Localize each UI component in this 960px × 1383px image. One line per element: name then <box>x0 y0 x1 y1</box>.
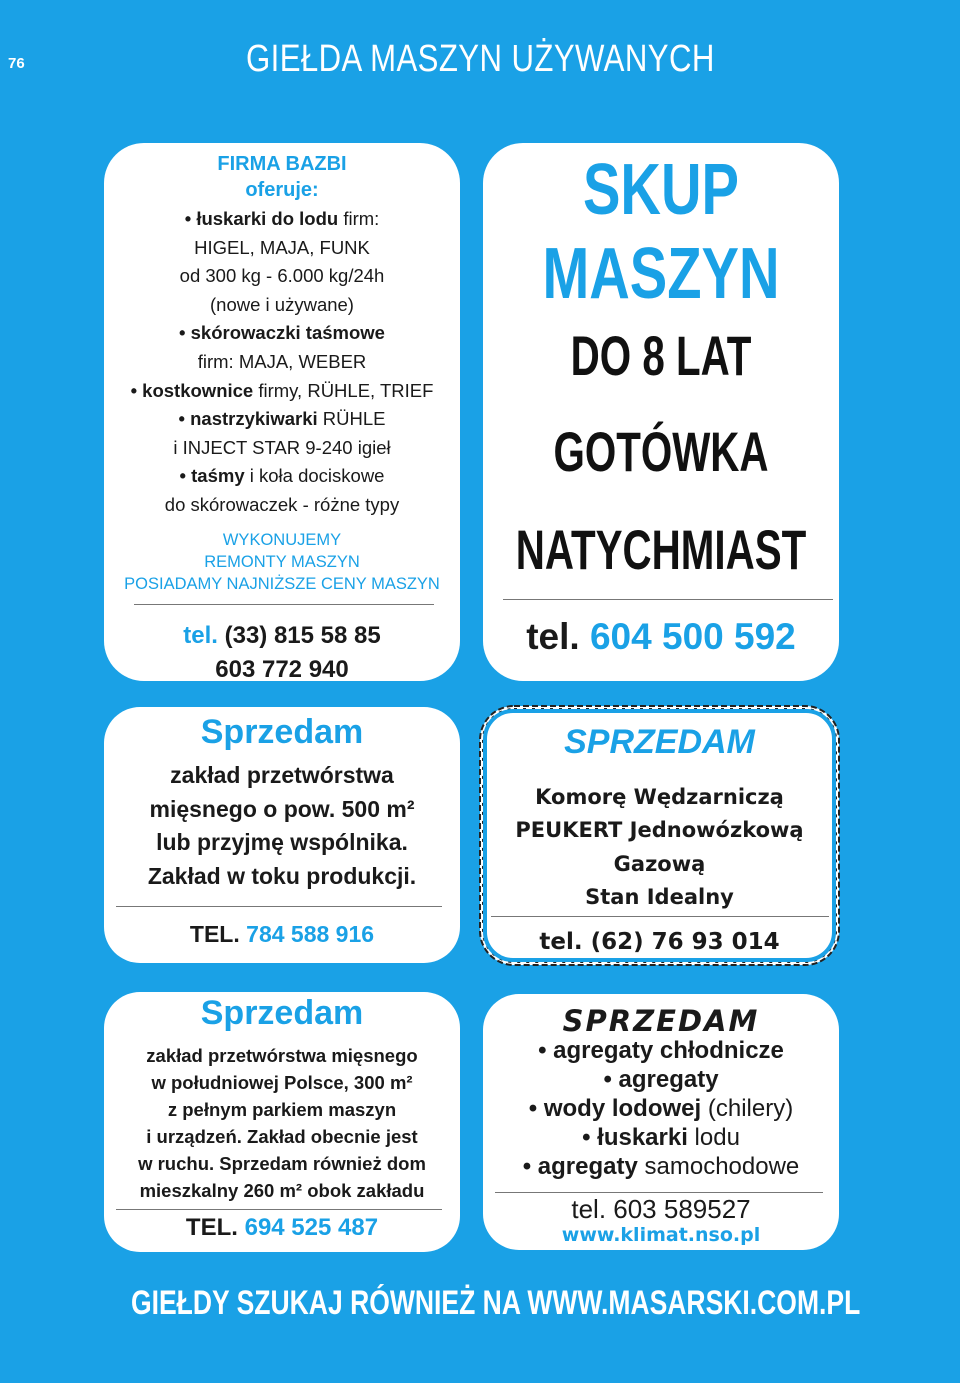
footer-note: GIEŁDY SZUKAJ RÓWNIEŻ NA WWW.MASARSKI.COM.PL <box>131 1284 861 1322</box>
page-number: 76 <box>8 55 25 72</box>
ad-line-cash: GOTÓWKA <box>553 420 769 483</box>
list-item: od 300 kg - 6.000 kg/24h <box>179 265 385 287</box>
phone-number: tel. (62) 76 93 014 <box>539 929 780 955</box>
list-item: • łuskarki do lodu firm: <box>184 208 380 229</box>
phone-number: tel. 603 589527 <box>571 1194 751 1224</box>
divider <box>116 906 442 907</box>
list-item: HIGEL, MAJA, FUNK <box>194 236 370 258</box>
phone-number: TEL. 694 525 487 <box>185 1214 379 1241</box>
ad-komora-frame <box>477 703 842 968</box>
ad-skup-maszyn <box>483 143 839 681</box>
repairs-note: WYKONUJEMY REMONTY MASZYN POSIADAMY NAJNIŻSZE CENY MASZYN <box>124 531 440 593</box>
ad-bazbi <box>104 143 460 681</box>
list-item: • skórowaczki taśmowe <box>179 322 385 344</box>
list-item: • łuskarki lodu <box>582 1124 740 1151</box>
list-item: • agregaty chłodnicze <box>538 1037 784 1064</box>
website-link[interactable]: www.klimat.nso.pl <box>561 1224 761 1246</box>
list-item: i INJECT STAR 9-240 igieł <box>173 436 391 458</box>
list-item: do skórowaczek - różne typy <box>164 493 400 515</box>
list-item: • taśmy i koła dociskowe <box>179 465 385 487</box>
ad-komora <box>483 709 836 962</box>
ad-title: SPRZEDAM <box>564 723 755 761</box>
ad-line-age: DO 8 LAT <box>570 324 752 387</box>
ad-headline-skup: SKUP <box>582 150 740 230</box>
offer-list <box>104 205 460 520</box>
phone-number: TEL. 784 588 916 <box>189 921 375 947</box>
phone-number: tel. 604 500 592 <box>526 616 796 657</box>
ad-bazbi-heading <box>104 151 460 203</box>
ad-body: zakład przetwórstwa mięsnego o pow. 500 m² lub przyjmę wspólnika. Zakład w toku produkcji. <box>147 762 417 889</box>
ad-title: Sprzedam <box>200 994 364 1032</box>
ad-body: zakład przetwórstwa mięsnego w południowej Polsce, 300 m² z pełnym parkiem maszyn i urządzeń. Zakład obecnie jest w ruchu. Sprzedam również dom mieszkalny 260 m² obok zakładu <box>138 1045 426 1201</box>
page-header: GIEŁDA MASZYN UŻYWANYCH <box>246 38 715 80</box>
divider <box>134 604 434 605</box>
ad-title: SPRZEDAM <box>562 1004 760 1038</box>
ad-sprzedam-zaklad-dom <box>104 992 460 1252</box>
list-item: • agregaty <box>603 1066 719 1093</box>
ad-sprzedam-zaklad <box>104 707 460 963</box>
firm-offers: oferuje: <box>245 179 319 201</box>
list-item: (nowe i używane) <box>210 293 354 315</box>
ad-agregaty <box>483 994 839 1250</box>
divider <box>503 599 833 600</box>
firm-name: FIRMA BAZBI <box>217 153 347 175</box>
ad-title: Sprzedam <box>200 713 364 751</box>
ad-body: Komorę Wędzarniczą PEUKERT Jednowózkową Gazową Stan Idealny <box>515 785 804 909</box>
ad-line-immediate: NATYCHMIAST <box>515 518 807 581</box>
list-item: • wody lodowej (chilery) <box>528 1095 794 1122</box>
list-item: • agregaty samochodowe <box>522 1153 800 1180</box>
list-item: • nastrzykiwarki RÜHLE <box>178 408 386 430</box>
divider <box>491 916 829 917</box>
item-list <box>483 1036 839 1181</box>
ad-headline-maszyn: MASZYN <box>542 234 780 314</box>
divider <box>116 1209 442 1210</box>
list-item: • kostkownice firmy, RÜHLE, TRIEF <box>130 379 434 401</box>
phone-numbers: tel. (33) 815 58 85 603 772 940 <box>183 622 381 681</box>
list-item: firm: MAJA, WEBER <box>197 350 367 372</box>
divider <box>495 1192 823 1193</box>
